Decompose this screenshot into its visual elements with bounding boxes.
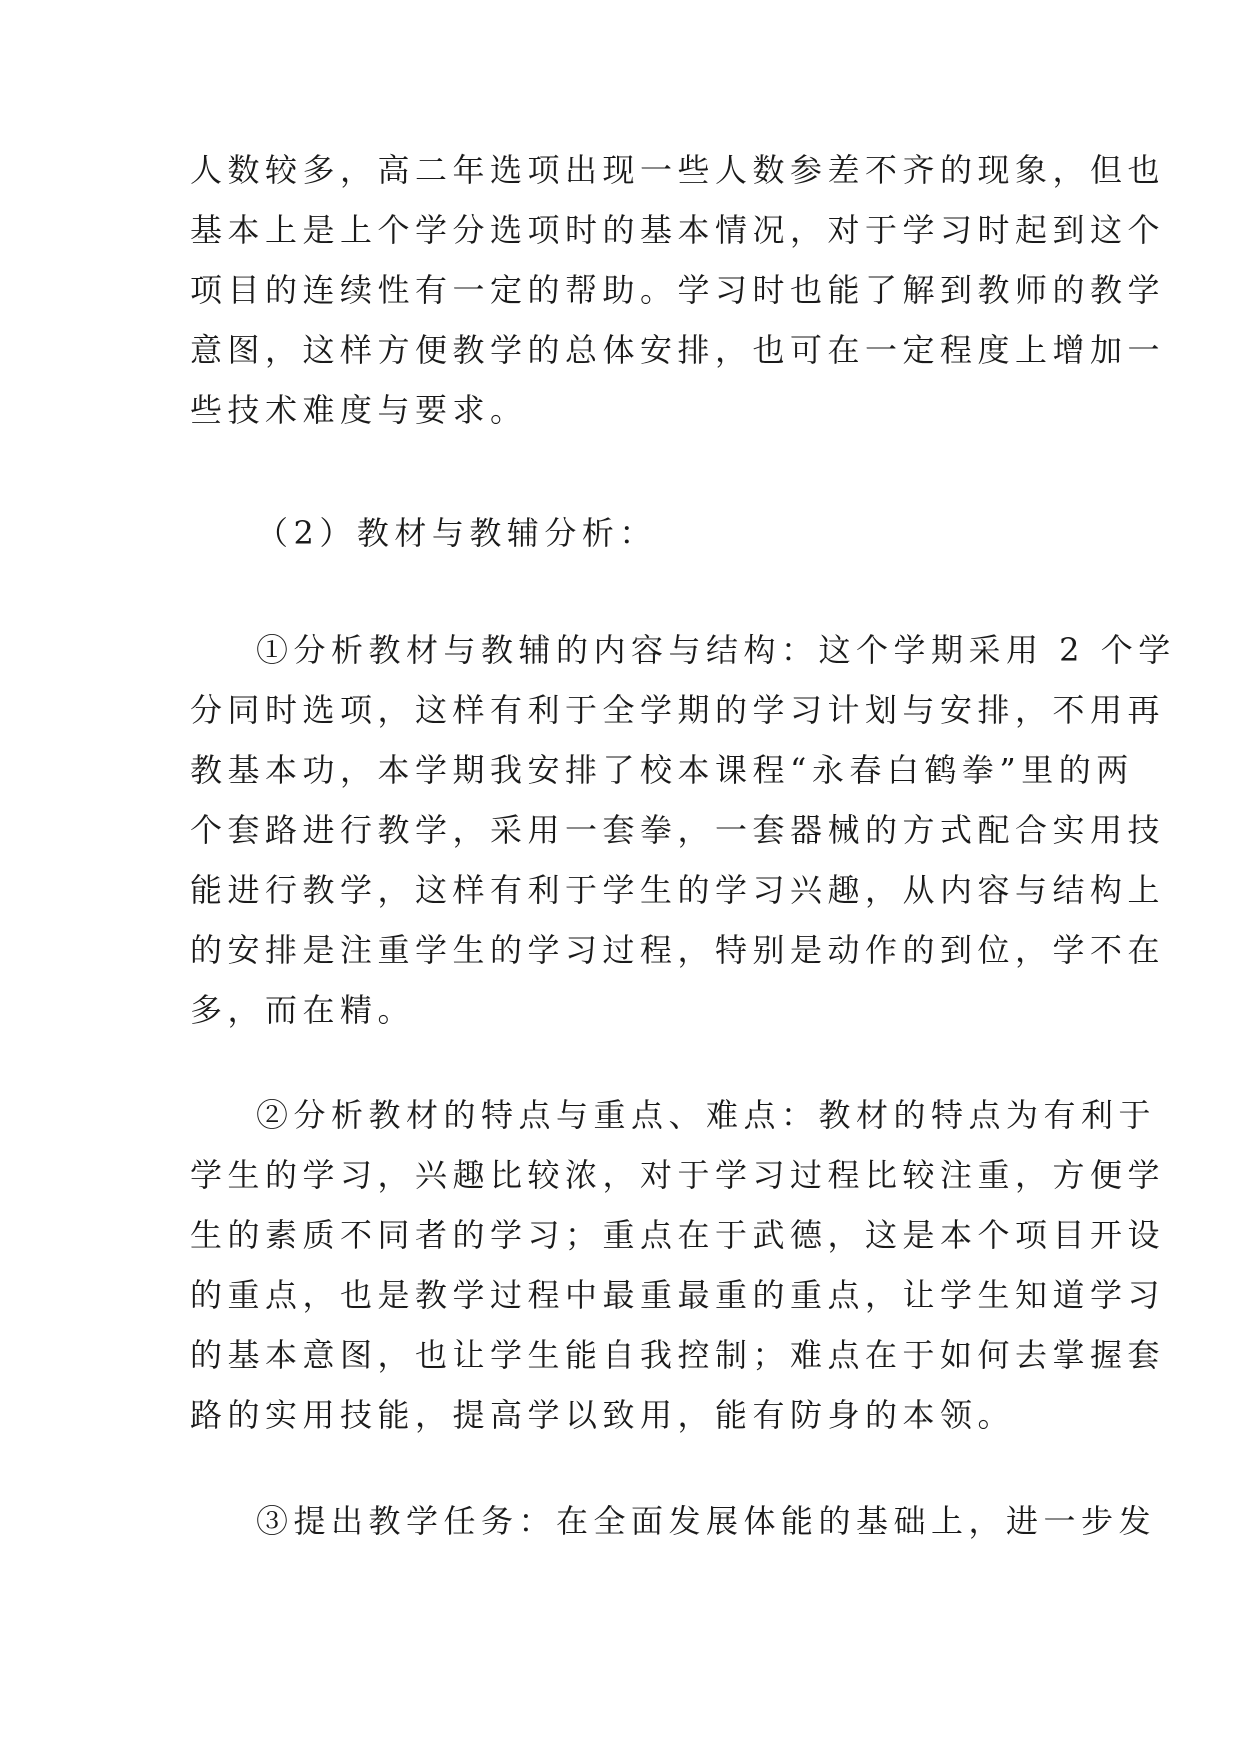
paragraph-line: 的重点，也是教学过程中最重最重的重点，让学生知道学习 bbox=[190, 1276, 1166, 1314]
section-heading bbox=[190, 503, 1050, 563]
paragraph-line: 项目的连续性有一定的帮助。学习时也能了解到教师的教学 bbox=[190, 271, 1166, 309]
paragraph-line: ③提出教学任务：在全面发展体能的基础上，进一步发 bbox=[256, 1502, 1157, 1540]
paragraph-1 bbox=[190, 140, 1166, 440]
paragraph-line: 能进行教学，这样有利于学生的学习兴趣，从内容与结构上 bbox=[190, 871, 1166, 909]
paragraph-line: 路的实用技能，提高学以致用，能有防身的本领。 bbox=[190, 1396, 1016, 1434]
paragraph-line: ①分析教材与教辅的内容与结构：这个学期采用 2 个学 bbox=[256, 631, 1176, 669]
paragraph-line: 的安排是注重学生的学习过程，特别是动作的到位，学不在 bbox=[190, 931, 1166, 969]
paragraph-line: 学生的学习，兴趣比较浓，对于学习过程比较注重，方便学 bbox=[190, 1156, 1166, 1194]
paragraph-line: 意图，这样方便教学的总体安排，也可在一定程度上增加一 bbox=[190, 331, 1166, 369]
paragraph-line: 分同时选项，这样有利于全学期的学习计划与安排，不用再 bbox=[190, 691, 1166, 729]
paragraph-line: 基本上是上个学分选项时的基本情况，对于学习时起到这个 bbox=[190, 211, 1166, 249]
paragraph-line: ②分析教材的特点与重点、难点：教材的特点为有利于 bbox=[256, 1096, 1157, 1134]
paragraph-line: 生的素质不同者的学习；重点在于武德，这是本个项目开设 bbox=[190, 1216, 1166, 1254]
paragraph-line: 的基本意图，也让学生能自我控制；难点在于如何去掌握套 bbox=[190, 1336, 1166, 1374]
paragraph-4 bbox=[190, 1491, 1157, 1551]
heading-text: （2）教材与教辅分析： bbox=[256, 514, 657, 552]
paragraph-line: 教基本功，本学期我安排了校本课程“永春白鹤拳”里的两 bbox=[190, 751, 1134, 789]
paragraph-line: 人数较多，高二年选项出现一些人数参差不齐的现象，但也 bbox=[190, 151, 1166, 189]
paragraph-line: 些技术难度与要求。 bbox=[190, 391, 528, 429]
paragraph-2 bbox=[190, 620, 1176, 1040]
paragraph-line: 个套路进行教学，采用一套拳，一套器械的方式配合实用技 bbox=[190, 811, 1166, 849]
paragraph-line: 多，而在精。 bbox=[190, 991, 416, 1029]
paragraph-3 bbox=[190, 1085, 1166, 1445]
